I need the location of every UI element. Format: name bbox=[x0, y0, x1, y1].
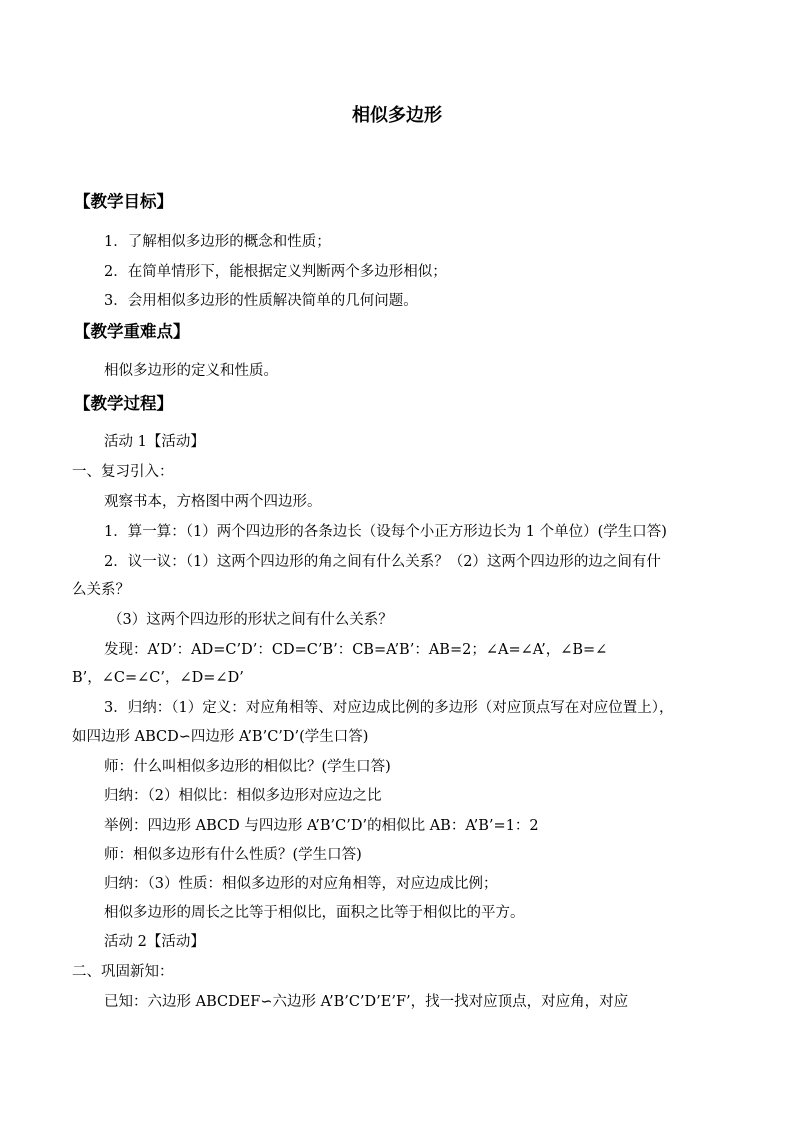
section-heading-process: 【教学过程】 bbox=[74, 394, 173, 413]
paragraph: 举例：四边形 ABCD 与四边形 A’B’C’D’的相似比 AB：A’B’=1：2 bbox=[104, 818, 539, 834]
section-heading-objectives: 【教学目标】 bbox=[74, 192, 173, 211]
paragraph: （3）这两个四边形的形状之间有什么关系？ bbox=[108, 612, 393, 628]
paragraph: 归纳：（2）相似比：相似多边形对应边之比 bbox=[104, 788, 382, 804]
activity-label: 活动 2【活动】 bbox=[104, 934, 205, 950]
key-points-text: 相似多边形的定义和性质。 bbox=[104, 363, 278, 379]
paragraph: 观察书本，方格图中两个四边形。 bbox=[104, 494, 322, 510]
paragraph: 归纳：（3）性质：相似多边形的对应角相等，对应边成比例； bbox=[104, 876, 498, 892]
paragraph: B’，∠C=∠C’，∠D=∠D’ bbox=[72, 670, 244, 686]
part-heading: 一、复习引入： bbox=[72, 464, 174, 480]
paragraph: 3．归纳：（1）定义：对应角相等、对应边成比例的多边形（对应顶点写在对应位置上）， bbox=[104, 700, 674, 716]
part-heading: 二、巩固新知： bbox=[72, 964, 174, 980]
paragraph: 如四边形 ABCD∽四边形 A’B’C’D’(学生口答) bbox=[72, 729, 369, 745]
activity-label: 活动 1【活动】 bbox=[104, 434, 205, 450]
paragraph: 1．算一算：（1）两个四边形的各条边长（设每个小正方形边长为 1 个单位）(学生口答) bbox=[104, 524, 667, 540]
paragraph: 师：相似多边形有什么性质？(学生口答) bbox=[104, 847, 362, 863]
objective-item: 2．在简单情形下，能根据定义判断两个多边形相似； bbox=[104, 264, 447, 280]
paragraph: 么关系？ bbox=[72, 582, 130, 598]
page-title: 相似多边形 bbox=[352, 105, 442, 126]
objective-item: 3．会用相似多边形的性质解决简单的几何问题。 bbox=[104, 293, 418, 309]
paragraph: 2．议一议：（1）这两个四边形的角之间有什么关系？（2）这两个四边形的边之间有什 bbox=[104, 554, 661, 570]
section-heading-key-points: 【教学重难点】 bbox=[74, 322, 190, 341]
objective-item: 1．了解相似多边形的概念和性质； bbox=[104, 234, 331, 250]
paragraph: 相似多边形的周长之比等于相似比，面积之比等于相似比的平方。 bbox=[104, 905, 525, 921]
paragraph: 发现：A’D’：AD=C’D’：CD=C’B’：CB=A’B’：AB=2；∠A=∠A’，∠B=∠ bbox=[104, 642, 608, 658]
paragraph: 师：什么叫相似多边形的相似比？(学生口答) bbox=[104, 759, 391, 775]
paragraph: 已知：六边形 ABCDEF∽六边形 A’B’C’D’E’F’，找一找对应顶点，对应角，对应 bbox=[104, 994, 629, 1010]
